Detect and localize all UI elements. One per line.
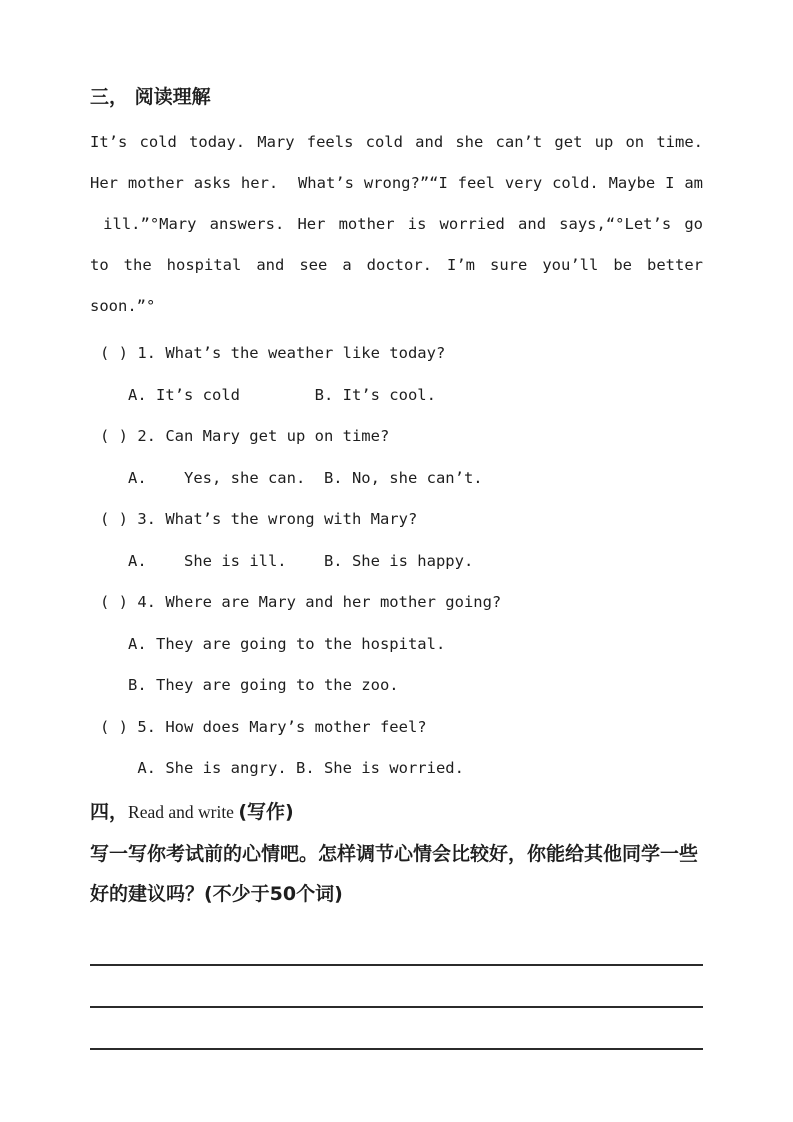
section4-heading-suffix: (写作): [238, 800, 294, 823]
passage-line-4: to the hospital and see a doctor. I’m sure you’ll be better: [90, 256, 703, 274]
question-1: ( ) 1. What’s the weather like today?: [100, 344, 446, 362]
question-3-options: A. She is ill. B. She is happy.: [128, 551, 474, 570]
answer-line-2: [90, 966, 703, 1008]
question-3: ( ) 3. What’s the wrong with Mary?: [100, 510, 418, 528]
reading-passage: [90, 122, 703, 327]
passage-line-2: Her mother asks her. What’s wrong?”“I feel very cold. Maybe I am: [90, 174, 703, 192]
section3-heading: 三， 阅读理解: [90, 86, 211, 108]
question-list: [90, 333, 703, 790]
question-4: ( ) 4. Where are Mary and her mother going?: [100, 593, 502, 611]
answer-lines: [90, 924, 703, 1050]
question-2: ( ) 2. Can Mary get up on time?: [100, 427, 390, 445]
passage-line-5: soon.”°: [90, 297, 156, 315]
question-1-options: A. It’s cold B. It’s cool.: [128, 385, 436, 404]
question-5: ( ) 5. How does Mary’s mother feel?: [100, 717, 427, 736]
section4-heading: [90, 792, 703, 834]
question-2-options: A. Yes, she can. B. No, she can’t.: [128, 468, 483, 487]
question-5-options: A. She is angry. B. She is worried.: [128, 759, 464, 777]
answer-line-1: [90, 924, 703, 966]
section4-heading-number: 四，: [90, 800, 129, 823]
passage-line-1: It’s cold today. Mary feels cold and she can’t get up on time.: [90, 133, 703, 151]
question-4-option-a: A. They are going to the hospital.: [128, 634, 446, 653]
answer-line-3: [90, 1008, 703, 1050]
section4-heading-title: Read and write: [128, 801, 239, 822]
section4-instruction: 写一写你考试前的心情吧。怎样调节心情会比较好，你能给其他同学一些好的建议吗？(不少于50个词): [90, 842, 699, 905]
passage-line-3: ill.”°Mary answers. Her mother is worried and says,“°Let’s go: [90, 215, 703, 233]
question-4-option-b: B. They are going to the zoo.: [128, 676, 399, 694]
